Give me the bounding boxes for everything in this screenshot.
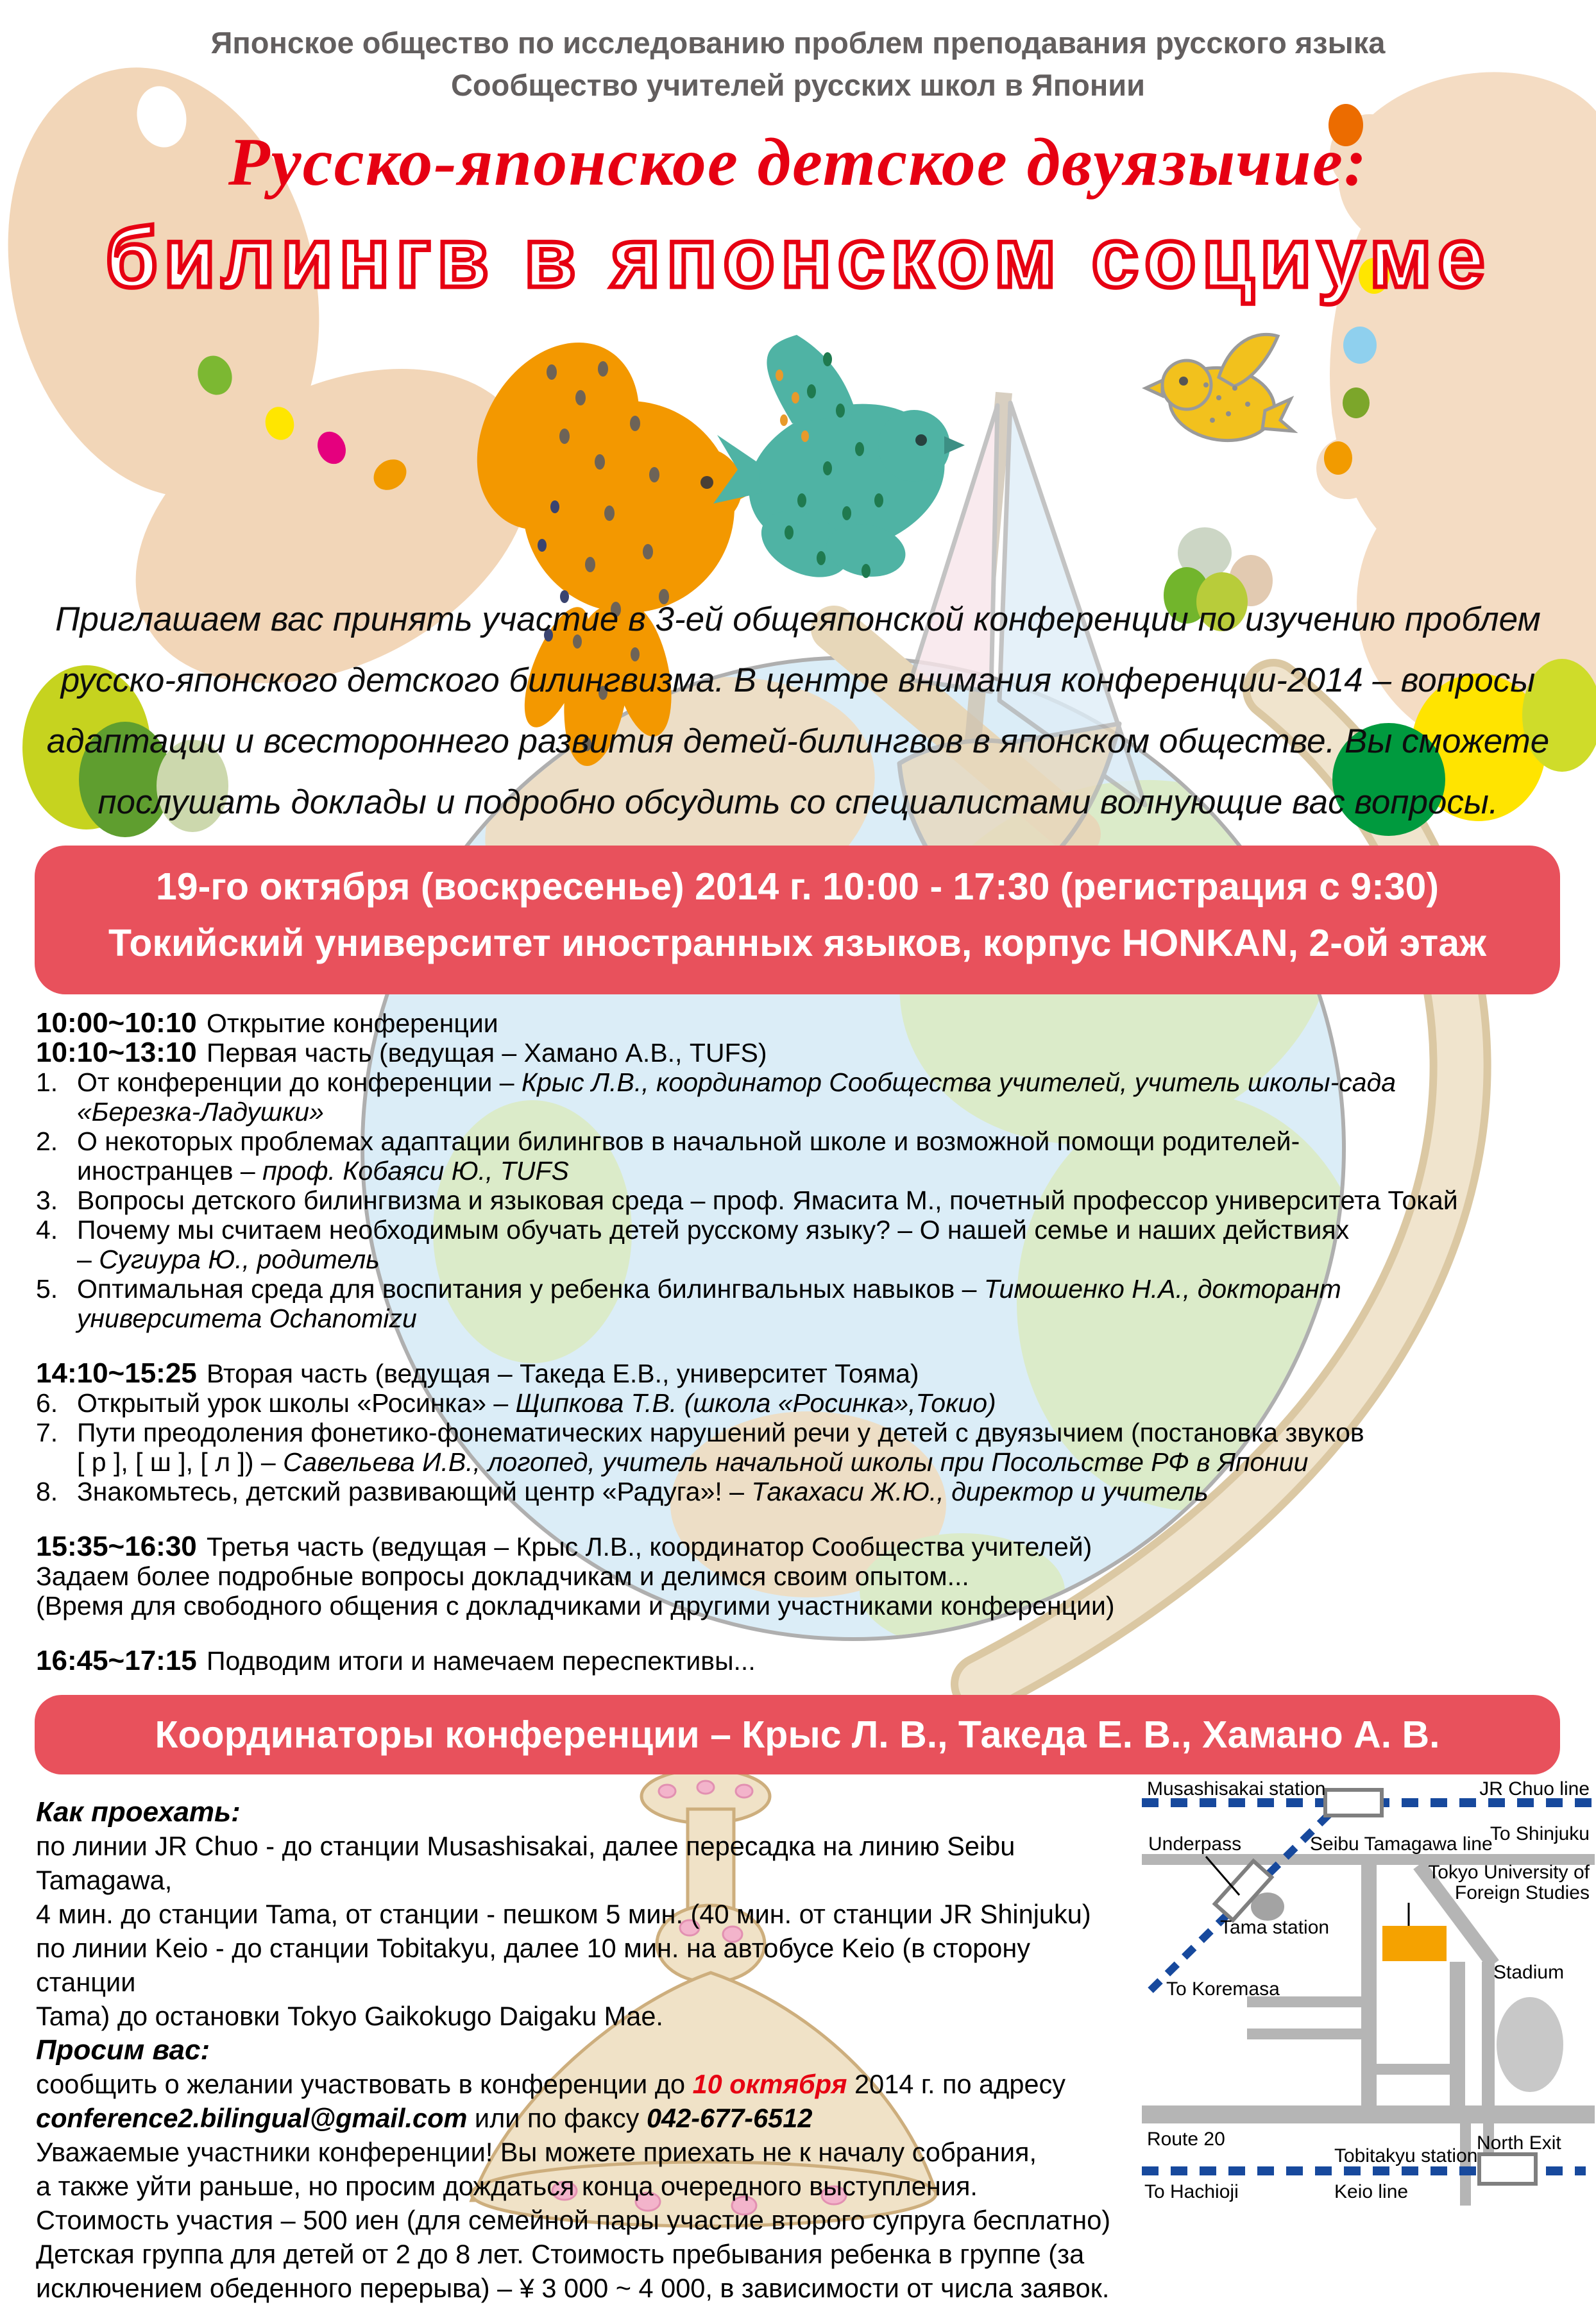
note-line: Уважаемые участники конференции! Вы можете приехать не к началу собрания, xyxy=(36,2137,1037,2167)
schedule-item-cont: «Березка-Ладушки» xyxy=(77,1097,324,1127)
contact-line: conference2.bilingual@gmail.com или по факсу 042-677-6512 xyxy=(36,2103,813,2133)
label-tama-station: Tama station xyxy=(1220,1917,1330,1938)
label-musashisakai: Musashisakai station xyxy=(1147,1778,1326,1799)
directions-line: по линии JR Chuo - до станции Musashisakai, далее пересадка на линию Seibu Tamagawa, xyxy=(36,1831,1015,1895)
label-to-hachioji: To Hachioji xyxy=(1144,2181,1239,2202)
intro-line: адаптации и всестороннего развития детей-билингвов в японском обществе. Вы сможете xyxy=(46,722,1550,760)
tobitakyu-station-box xyxy=(1479,2154,1536,2184)
stadium-shape xyxy=(1497,1997,1563,2092)
label-university-1: Tokyo University of xyxy=(1428,1862,1590,1883)
schedule-item: 7. Пути преодоления фонетико-фонематических нарушений речи у детей с двуязычием (постановка звуков xyxy=(36,1418,1364,1447)
schedule xyxy=(36,1008,1565,1676)
schedule-row: 10:00~10:10 Открытие конференции xyxy=(36,1007,498,1039)
coordinators-banner: Координаторы конференции – Крыс Л. В., Такеда Е. В., Хамано А. В. xyxy=(35,1695,1560,1774)
label-underpass: Underpass xyxy=(1148,1833,1242,1855)
banner-venue-line: Токийский университет иностранных языков, корпус HONKAN, 2-ой этаж xyxy=(108,922,1486,964)
label-to-koremasa: To Koremasa xyxy=(1166,1978,1280,2000)
label-keio-line: Keio line xyxy=(1334,2181,1409,2202)
organization-header xyxy=(0,22,1596,106)
fee-line: Стоимость участия – 500 иен (для семейной пары участие второго супруга бесплатно) xyxy=(36,2205,1111,2235)
org-line-2: Сообщество учителей русских школ в Японии xyxy=(450,68,1146,102)
schedule-item: 1. От конференции до конференции – Крыс Л.В., координатор Сообщества учителей, учитель школы-сада xyxy=(36,1067,1396,1097)
yellow-bird-icon xyxy=(1146,334,1293,447)
intro-line: русско-японского детского билингвизма. В центре внимания конференции-2014 – вопросы xyxy=(60,661,1536,699)
directions-line: 4 мин. до станции Tama, от станции - пешком 5 мин. (40 мин. от станции JR Shinjuku) xyxy=(36,1899,1091,1929)
fax-number: 042-677-6512 xyxy=(646,2103,813,2133)
schedule-item: 4. Почему мы считаем необходимым обучать детей русскому языку? – О нашей семье и наших действиях xyxy=(36,1215,1350,1245)
fee-line: Детская группа для детей от 2 до 8 лет. Стоимость пребывания ребенка в группе (за xyxy=(36,2239,1085,2269)
schedule-row: 14:10~15:25 Вторая часть (ведущая – Такеда Е.В., университет Тояма) xyxy=(36,1357,919,1389)
schedule-note: Задаем более подробные вопросы докладчикам и делимся своим опытом... xyxy=(36,1561,969,1591)
label-stadium: Stadium xyxy=(1493,1962,1565,1983)
label-jr-chuo: JR Chuo line xyxy=(1479,1778,1590,1799)
musashisakai-station-box xyxy=(1325,1790,1382,1816)
schedule-item: 6. Открытый урок школы «Росинка» – Щипкова Т.В. (школа «Росинка»,Токио) xyxy=(36,1388,996,1418)
directions-line: по линии Keio - до станции Tobitakyu, далее 10 мин. на автобусе Keio (в сторону станции xyxy=(36,1933,1031,1997)
poster-title-line1: Русско-японское детское двуязычие: xyxy=(228,124,1368,200)
apply-line: сообщить о желании участвовать в конференции до 10 октября 2014 г. по адресу xyxy=(36,2069,1066,2099)
deadline: 10 октября xyxy=(692,2069,847,2099)
schedule-item-cont: университета Ochanomizu xyxy=(77,1304,417,1333)
schedule-item-cont: [ р ], [ ш ], [ л ]) – Савельева И.В., логопед, учитель начальной школы при Посольстве РФ в Японии xyxy=(77,1447,1309,1477)
schedule-row: 15:35~16:30 Третья часть (ведущая – Крыс Л.В., координатор Сообщества учителей) xyxy=(36,1531,1092,1562)
schedule-item-cont: – Сугиура Ю., родитель xyxy=(77,1245,380,1274)
directions-line: Tama) до остановки Tokyo Gaikokugo Daigaku Mae. xyxy=(36,2001,663,2031)
schedule-item: 3. Вопросы детского билингвизма и языковая среда – проф. Ямасита М., почетный профессор университета Токай xyxy=(36,1186,1458,1215)
schedule-item: 5. Оптимальная среда для воспитания у ребенка билингвальных навыков – Тимошенко Н.А., докторант xyxy=(36,1274,1341,1304)
note-line: а также уйти раньше, но просим дождаться конца очередного выступления. xyxy=(36,2171,978,2201)
org-line-1: Японское общество по исследованию проблем преподавания русского языка xyxy=(210,26,1386,60)
access-map xyxy=(1142,1772,1595,2221)
schedule-note: (Время для свободного общения с докладчиками и другими участниками конференции) xyxy=(36,1591,1115,1620)
teal-bird-icon xyxy=(713,335,965,590)
practical-info xyxy=(36,1795,1133,2305)
intro-line: послушать доклады и подробно обсудить со специалистами волнующие вас вопросы. xyxy=(98,783,1498,821)
intro-line: Приглашаем вас принять участие в 3-ей общеяпонской конференции по изучению проблем xyxy=(55,600,1541,638)
poster-title-line2: билингв в японском социуме xyxy=(105,210,1491,305)
banner-date-line: 19-го октября (воскресенье) 2014 г. 10:00 - 17:30 (регистрация с 9:30) xyxy=(155,865,1439,908)
how-to-get-heading: Как проехать: xyxy=(36,1796,241,1828)
schedule-item: 8. Знакомьтесь, детский развивающий центр «Радуга»! – Такахаси Ж.Ю., директор и учитель xyxy=(36,1477,1209,1506)
label-route20: Route 20 xyxy=(1147,2129,1225,2150)
schedule-item: 2. О некоторых проблемах адаптации билингвов в начальной школе и возможной помощи родителей- xyxy=(36,1127,1300,1156)
label-to-shinjuku: To Shinjuku xyxy=(1490,1823,1590,1844)
date-location-banner xyxy=(35,846,1560,994)
schedule-row: 10:10~13:10 Первая часть (ведущая – Хамано А.В., TUFS) xyxy=(36,1037,767,1068)
email: conference2.bilingual@gmail.com xyxy=(36,2103,468,2133)
label-seibu: Seibu Tamagawa line xyxy=(1310,1833,1493,1855)
label-north-exit: North Exit xyxy=(1477,2132,1561,2154)
we-ask-heading: Просим вас: xyxy=(36,2034,210,2066)
label-university-2: Foreign Studies xyxy=(1454,1882,1590,1903)
schedule-row: 16:45~17:15 Подводим итоги и намечаем переспективы... xyxy=(36,1645,756,1676)
schedule-item-cont: иностранцев – проф. Кобаяси Ю., TUFS xyxy=(77,1156,569,1186)
fee-line: исключением обеденного перерыва) – ¥ 3 000 ~ 4 000, в зависимости от числа заявок. xyxy=(36,2273,1110,2303)
invitation-paragraph xyxy=(0,589,1596,833)
university-building xyxy=(1382,1926,1447,1961)
label-tobitakyu: Tobitakyu station xyxy=(1334,2145,1478,2166)
